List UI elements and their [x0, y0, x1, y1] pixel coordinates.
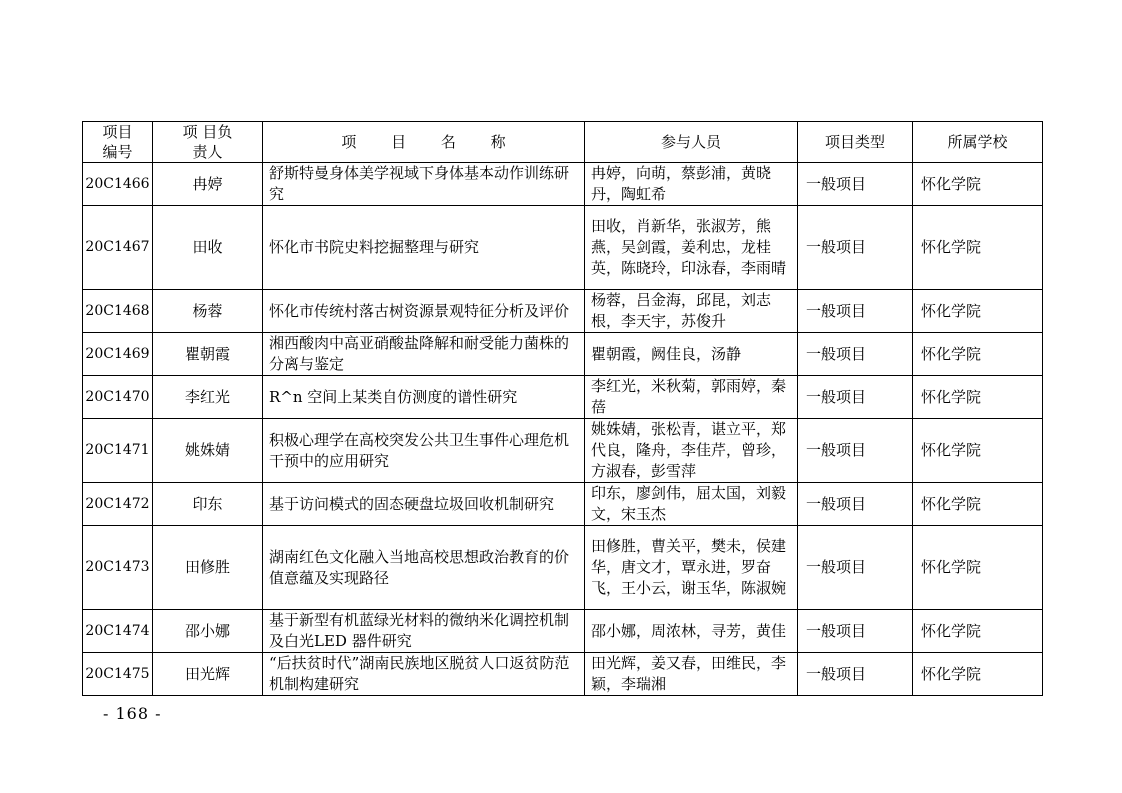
project-table — [82, 121, 1043, 696]
cell-leader: 冉婷 — [153, 163, 263, 206]
cell-school: 怀化学院 — [913, 290, 1043, 333]
cell-project-name: R^n 空间上某类自仿测度的谱性研究 — [263, 376, 585, 419]
cell-school: 怀化学院 — [913, 333, 1043, 376]
header-project-name-label: 项 目 名 称 — [341, 133, 506, 151]
cell-project-code: 20C1468 — [83, 290, 153, 333]
table-header-row — [83, 122, 1043, 163]
cell-project-name: 湖南红色文化融入当地高校思想政治教育的价值意蕴及实现路径 — [263, 526, 585, 610]
table-row — [83, 419, 1043, 483]
cell-project-type: 一般项目 — [798, 376, 913, 419]
cell-project-code: 20C1471 — [83, 419, 153, 483]
cell-project-name: 基于新型有机蓝绿光材料的微纳米化调控机制及白光LED 器件研究 — [263, 610, 585, 653]
table-row — [83, 206, 1043, 290]
cell-project-code: 20C1466 — [83, 163, 153, 206]
cell-members: 印东，廖剑伟，屈太国，刘毅文，宋玉杰 — [585, 483, 798, 526]
cell-school: 怀化学院 — [913, 653, 1043, 696]
table-row — [83, 333, 1043, 376]
cell-school: 怀化学院 — [913, 163, 1043, 206]
table-row — [83, 653, 1043, 696]
cell-project-code: 20C1470 — [83, 376, 153, 419]
cell-project-type: 一般项目 — [798, 206, 913, 290]
cell-members: 田收，肖新华，张淑芳，熊燕，吴剑霞，姜利忠，龙桂英，陈晓玲，印泳春，李雨晴 — [585, 206, 798, 290]
cell-project-name: 怀化市书院史料挖掘整理与研究 — [263, 206, 585, 290]
cell-project-name: 舒斯特曼身体美学视域下身体基本动作训练研究 — [263, 163, 585, 206]
table-row — [83, 376, 1043, 419]
cell-members: 冉婷，向萌，蔡彭浦，黄晓丹，陶虹希 — [585, 163, 798, 206]
cell-leader: 瞿朝霞 — [153, 333, 263, 376]
cell-project-type: 一般项目 — [798, 610, 913, 653]
cell-members: 李红光，米秋菊，郭雨婷，秦蓓 — [585, 376, 798, 419]
header-members — [585, 122, 798, 163]
cell-members: 姚姝婧，张松青，谌立平，郑代良，隆舟，李佳芹，曾珍，方淑春，彭雪萍 — [585, 419, 798, 483]
cell-school: 怀化学院 — [913, 483, 1043, 526]
cell-project-name: 湘西酸肉中高亚硝酸盐降解和耐受能力菌株的分离与鉴定 — [263, 333, 585, 376]
cell-project-type: 一般项目 — [798, 653, 913, 696]
cell-project-code: 20C1467 — [83, 206, 153, 290]
cell-members: 杨蓉，吕金海，邱昆，刘志根，李天宇，苏俊升 — [585, 290, 798, 333]
cell-leader: 李红光 — [153, 376, 263, 419]
table-body — [83, 163, 1043, 696]
cell-project-type: 一般项目 — [798, 333, 913, 376]
cell-project-code: 20C1475 — [83, 653, 153, 696]
cell-leader: 姚姝婧 — [153, 419, 263, 483]
cell-project-name: 积极心理学在高校突发公共卫生事件心理危机干预中的应用研究 — [263, 419, 585, 483]
cell-school: 怀化学院 — [913, 610, 1043, 653]
cell-school: 怀化学院 — [913, 419, 1043, 483]
cell-project-name: “后扶贫时代”湖南民族地区脱贫人口返贫防范机制构建研究 — [263, 653, 585, 696]
table-row — [83, 526, 1043, 610]
cell-project-name: 怀化市传统村落古树资源景观特征分析及评价 — [263, 290, 585, 333]
table-row — [83, 290, 1043, 333]
cell-members: 田修胜，曹关平，樊未，侯建华，唐文才，覃永进，罗奋飞，王小云，谢玉华，陈淑婉 — [585, 526, 798, 610]
cell-members: 瞿朝霞，阙佳良，汤静 — [585, 333, 798, 376]
header-school-label: 所属学校 — [947, 133, 1008, 151]
header-project-type — [798, 122, 913, 163]
header-leader-label: 项 目负责人 — [182, 123, 233, 161]
header-project-code — [83, 122, 153, 163]
table-row — [83, 163, 1043, 206]
table-row — [83, 483, 1043, 526]
cell-project-type: 一般项目 — [798, 483, 913, 526]
cell-leader: 田收 — [153, 206, 263, 290]
cell-leader: 田光辉 — [153, 653, 263, 696]
cell-members: 田光辉，姜又春，田维民，李颖，李瑞湘 — [585, 653, 798, 696]
cell-project-code: 20C1474 — [83, 610, 153, 653]
header-project-code-label: 项目编号 — [102, 123, 133, 161]
cell-project-code: 20C1472 — [83, 483, 153, 526]
cell-leader: 印东 — [153, 483, 263, 526]
table-row — [83, 610, 1043, 653]
header-members-label: 参与人员 — [660, 133, 721, 151]
cell-leader: 田修胜 — [153, 526, 263, 610]
cell-school: 怀化学院 — [913, 526, 1043, 610]
header-school — [913, 122, 1043, 163]
cell-members: 邵小娜，周浓林，寻芳，黄佳 — [585, 610, 798, 653]
cell-project-type: 一般项目 — [798, 526, 913, 610]
cell-school: 怀化学院 — [913, 376, 1043, 419]
cell-school: 怀化学院 — [913, 206, 1043, 290]
cell-project-code: 20C1473 — [83, 526, 153, 610]
cell-leader: 杨蓉 — [153, 290, 263, 333]
header-project-type-label: 项目类型 — [824, 133, 885, 151]
header-leader — [153, 122, 263, 163]
cell-project-name: 基于访问模式的固态硬盘垃圾回收机制研究 — [263, 483, 585, 526]
cell-project-type: 一般项目 — [798, 419, 913, 483]
cell-project-code: 20C1469 — [83, 333, 153, 376]
cell-project-type: 一般项目 — [798, 290, 913, 333]
cell-leader: 邵小娜 — [153, 610, 263, 653]
header-project-name — [263, 122, 585, 163]
page-number: - 168 - — [103, 704, 162, 723]
cell-project-type: 一般项目 — [798, 163, 913, 206]
